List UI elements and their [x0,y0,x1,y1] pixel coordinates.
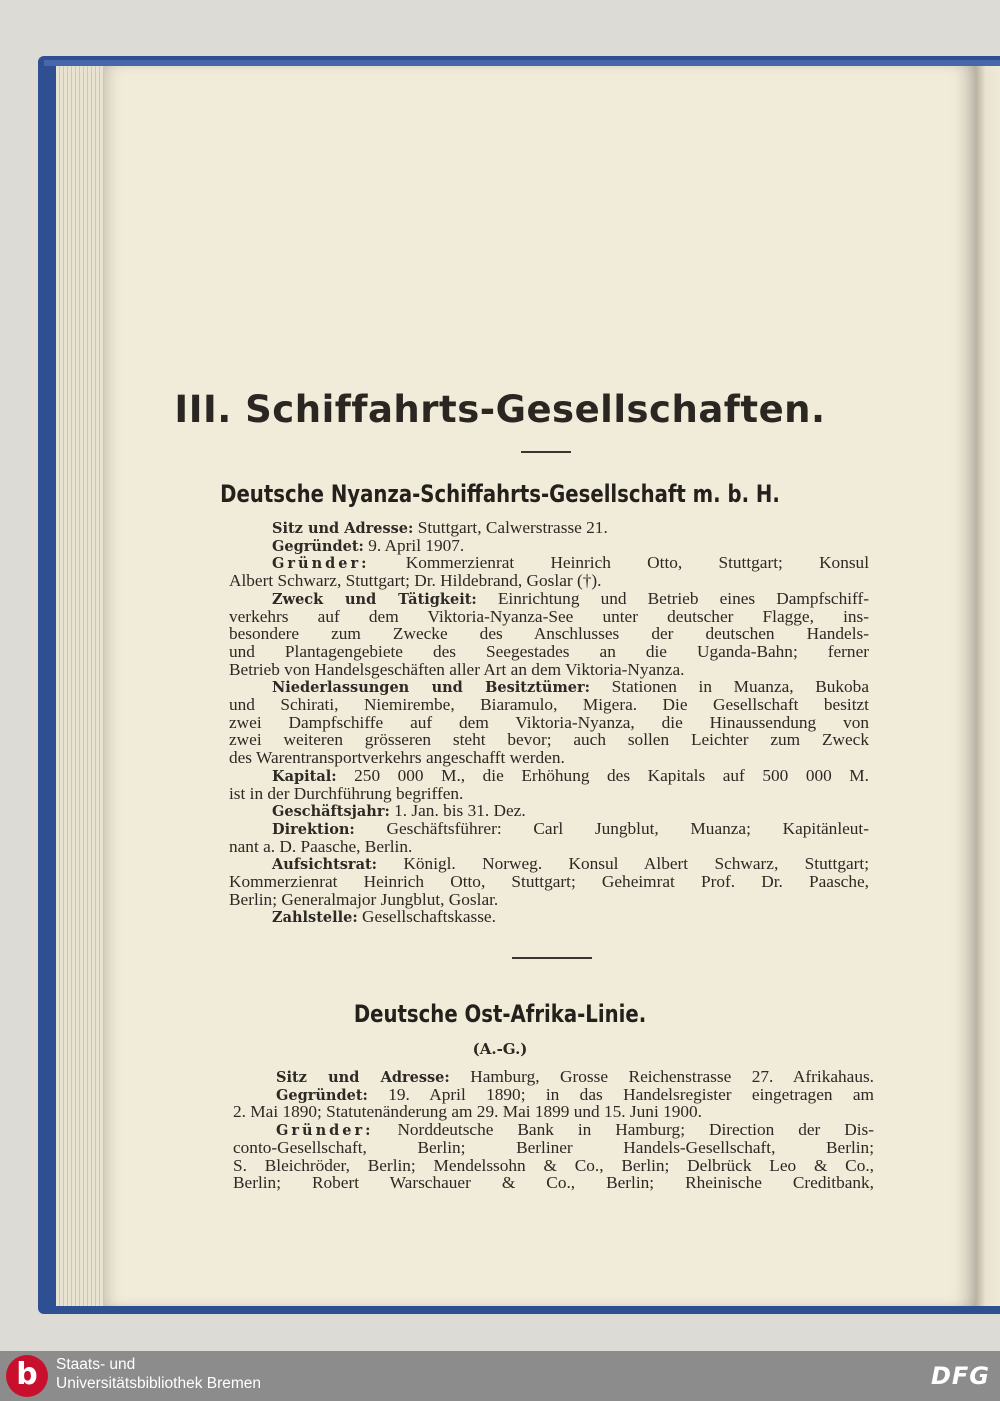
field-text: 2. Mai 1890; Statutenänderung am 29. Mai 1899 und 15. Juni 1900. [233,1102,702,1122]
library-logo-icon[interactable]: b [6,1355,48,1397]
company1-line [229,731,869,749]
field-text: 9. April 1907. [363,535,465,555]
company1-line [229,608,869,626]
field-label: Gegründet: [276,1086,368,1104]
field-text: und Schirati, Niemirembe, Biaramulo, Migera. Die Gesellschaft besitzt [229,695,869,714]
field-label: Zweck und Tätigkeit: [272,590,477,608]
field-text: des Warentransportverkehrs angeschafft werden. [229,748,565,768]
field-label: Gegründet: [272,537,364,555]
company1-line [229,891,869,909]
company2-line [233,1139,874,1157]
field-label: Direktion: [272,820,355,838]
company1-line [229,785,869,803]
company1-line [229,749,869,767]
field-label: Sitz und Adresse: [272,520,414,537]
library-name-line1: Staats- und [56,1356,136,1373]
field-text: ist in der Durchführung begriffen. [229,783,464,803]
company2-line [233,1103,874,1121]
field-label: Kapital: [272,767,337,785]
field-label: Niederlassungen und Besitztümer: [272,679,591,697]
library-name-line2: Universitätsbibliothek Bremen [56,1375,262,1392]
field-text: conto-Gesellschaft, Berlin; Berliner Handels-Gesellschaft, Berlin; [233,1137,874,1157]
field-label: Sitz und Adresse: [276,1069,450,1086]
field-text: S. Bleichröder, Berlin; Mendelssohn & Co., Berlin; Delbrück Leo & Co., [233,1155,874,1175]
company1-line [229,838,869,856]
field-text: Betrieb von Handelsgeschäften aller Art an dem Viktoria-Nyanza. [229,659,685,679]
company1-title: Deutsche Nyanza-Schiffahrts-Gesellschaft m. b. H. [220,480,780,508]
company1-line [229,714,869,732]
company2-line [233,1157,874,1175]
company-divider [512,957,592,959]
field-text: Kommerzienrat Heinrich Otto, Stuttgart; Geheimrat Prof. Dr. Paasche, [229,872,869,891]
field-text: Gesellschaftskasse. [357,907,496,927]
company1-line [229,696,869,714]
field-label: Geschäftsjahr: [272,803,390,821]
field-text: Stuttgart, Calwerstrasse 21. [413,518,608,537]
company1-line [229,625,869,643]
field-text: verkehrs auf dem Viktoria-Nyanza-See unter deutscher Flagge, ins- [229,606,869,626]
field-text: Einrichtung und Betrieb eines Dampfschiff- [476,588,869,608]
field-text: 19. April 1890; in das Handelsregister eingetragen am [367,1084,874,1104]
field-label: Gründer: [276,1122,374,1140]
company2-subtitle: (A.-G.) [472,1040,528,1058]
company1-line [272,519,869,538]
field-text: Berlin; Generalmajor Jungblut, Goslar. [229,889,499,909]
field-text: nant a. D. Paasche, Berlin. [229,836,413,856]
field-text: Hamburg, Grosse Reichenstrasse 27. Afrikahaus. [449,1067,875,1086]
field-label: Zahlstelle: [272,909,358,927]
field-text: Königl. Norweg. Konsul Albert Schwarz, Stuttgart; [377,854,869,874]
company1-line [229,661,869,679]
facing-page-edge [976,66,1000,1306]
section-title: III. Schiffahrts-Gesellschaften. [174,388,826,431]
field-text: Stationen in Muanza, Bukoba [590,677,869,697]
company2-line [233,1174,874,1192]
dfg-logo[interactable]: DFG [930,1362,990,1390]
field-text: 1. Jan. bis 31. Dez. [389,801,526,821]
field-text: Albert Schwarz, Stuttgart; Dr. Hildebrand, Goslar (†). [229,571,602,591]
company2-title: Deutsche Ost-Afrika-Linie. [353,1000,647,1028]
section-divider [521,451,571,453]
field-text: zwei weiteren grösseren steht bevor; auch sollen Leichter zum Zweck [229,730,869,750]
field-text: 250 000 M., die Erhöhung des Kapitals auf 500 000 M. [336,765,869,785]
field-text: Geschäftsführer: Carl Jungblut, Muanza; Kapitänleut- [354,818,869,838]
field-text: Kommerzienrat Heinrich Otto, Stuttgart; Konsul [369,553,869,573]
company1-line [272,908,869,927]
company1-line [229,643,869,661]
field-text: und Plantagengebiete des Seegestades an die Uganda-Bahn; ferner [229,641,869,661]
field-text: zwei Dampfschiffe auf dem Viktoria-Nyanza, die Hinaussendung von [229,712,869,732]
company1-line [229,572,869,590]
field-text: Norddeutsche Bank in Hamburg; Direction der Dis- [373,1120,874,1140]
field-label: Aufsichtsrat: [272,856,378,874]
field-label: Gründer: [272,555,370,573]
field-text: besondere zum Zwecke des Anschlusses der deutschen Handels- [229,624,869,644]
field-text: Berlin; Robert Warschauer & Co., Berlin; Rheinische Creditbank, [233,1173,874,1193]
company1-line [229,873,869,891]
